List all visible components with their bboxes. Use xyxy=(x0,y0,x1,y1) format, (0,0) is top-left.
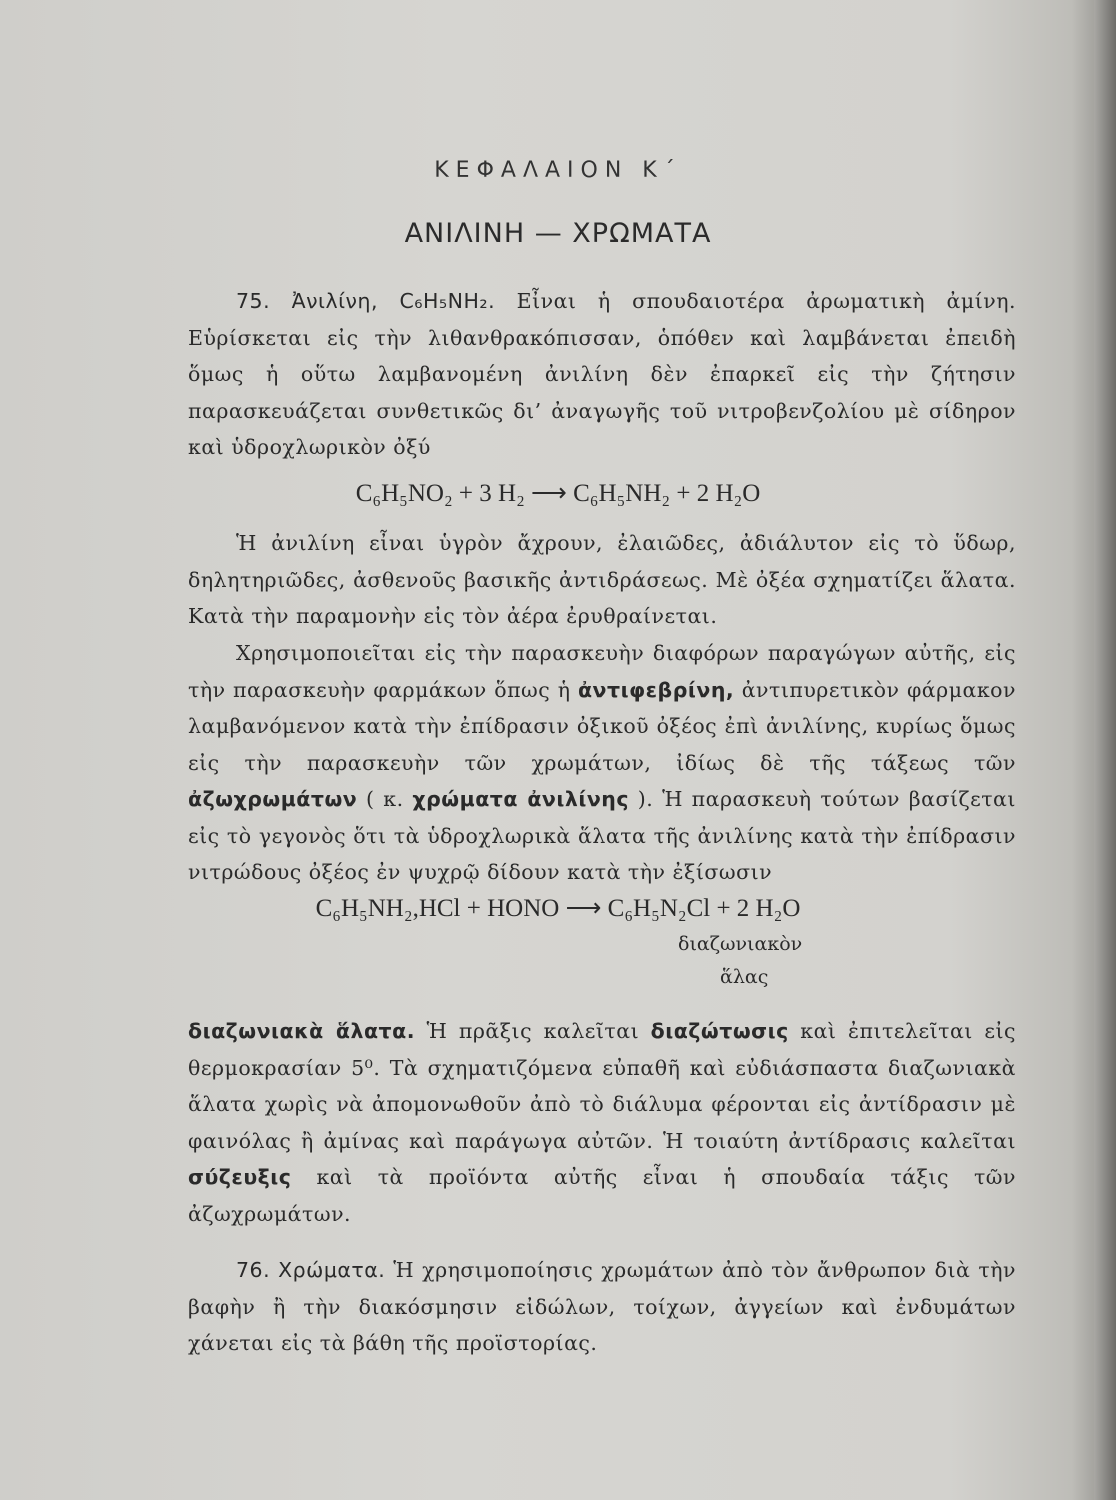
text-run: ). Ἡ παρασκευὴ τούτων βασίζεται εἰς τὸ γεγονὸς ὅτι τὰ ὑδροχλωρικὰ ἅλατα τῆς ἀνιλίνης κατὰ τὴν ἐπίδρασιν νιτρώδους ὀξέος ἐν ψυχρῷ δίδουν κατὰ τὴν ἐξίσωσιν xyxy=(188,787,1016,884)
section-number: 75. xyxy=(236,289,271,313)
section-text: Εἶναι ἡ σπουδαιοτέρα ἀρωματικὴ ἀμίνη. Εὑρίσκεται εἰς τὴν λιθανθρακόπισσαν, ὁπόθεν καὶ λαμβάνεται ἐπειδὴ ὅμως ἡ οὕτω λαμβανομένη ἀνιλίνη δὲν ἐπαρκεῖ εἰς τὴν ζήτησιν παρασκευάζεται συνθετικῶς δι’ ἀναγωγῆς τοῦ νιτροβενζολίου μὲ σίδηρον καὶ ὑδροχλωρικὸν ὀξύ xyxy=(188,289,1016,459)
text-run: Χρησιμοποιεῖται εἰς τὴν παρασκευὴν διαφόρων παραγώγων αὐτῆς, εἰς τὴν παρασκευὴν φαρμάκων ὅπως ἡ xyxy=(188,641,1016,702)
bold-term-azo-dyes: ἀζωχρωμάτων xyxy=(188,787,358,811)
equation-label-diazonium: διαζωνιακὸν xyxy=(678,933,803,955)
bold-term-coupling: σύζευξις xyxy=(188,1165,292,1189)
equation-diazotization: C₆H₅NH₂,HCl + HONO ⟶ C₆H₅N₂Cl + 2 H₂O xyxy=(315,895,801,922)
equation-reduction: C₆H₅NO₂ + 3 H₂ ⟶ C₆H₅NH₂ + 2 H₂O xyxy=(355,480,761,507)
bold-term-aniline-dyes: χρώματα ἀνιλίνης xyxy=(412,787,630,811)
section-75 xyxy=(188,283,1016,466)
text-run: καὶ ἐπιτελεῖται εἰς θερμοκρασίαν 5⁰. Τὰ σχηματιζόμενα εὐπαθῆ καὶ εὐδιάσπαστα διαζωνιακὰ ἅλατα χωρὶς νὰ ἀπομονωθοῦν ἀπὸ τὸ διάλυμα φέρονται εἰς ἀντίδρασιν μὲ φαινόλας ἢ ἀμίνας καὶ παράγωγα αὐτῶν. Ἡ τοιαύτη ἀντίδρασις καλεῖται xyxy=(188,1019,1016,1153)
text-run: καὶ τὰ προϊόντα αὐτῆς εἶναι ἡ σπουδαία τάξις τῶν ἀζωχρωμάτων. xyxy=(188,1165,1016,1226)
paragraph-properties xyxy=(188,525,1016,635)
section-heading: Ἀνιλίνη, C₆H₅NH₂. xyxy=(291,289,496,313)
text-run: ἀντιπυρετικὸν φάρμακον λαμβανόμενον κατὰ τὴν ἐπίδρασιν ὀξικοῦ ὀξέος ἐπὶ ἀνιλίνης, κυρίως ὅμως εἰς τὴν παρασκευὴν τῶν χρωμάτων, ἰδίως δὲ τῆς τάξεως τῶν xyxy=(188,677,1016,775)
chapter-title: ΑΝΙΛΙΝΗ — ΧΡΩΜΑΤΑ xyxy=(404,218,712,249)
chapter-heading: ΚΕΦΑΛΑΙΟΝ Κ΄ xyxy=(434,158,682,183)
bold-term-antifebrin: ἀντιφεβρίνη, xyxy=(577,677,735,702)
bold-term-diazotization: διαζώτωσις xyxy=(650,1019,789,1043)
section-76 xyxy=(188,1252,1016,1362)
section-number: 76. xyxy=(236,1258,271,1282)
paragraph-text: Ἡ ἀνιλίνη εἶναι ὑγρὸν ἄχρουν, ἐλαιῶδες, ἀδιάλυτον εἰς τὸ ὕδωρ, δηλητηριῶδες, ἀσθενοῦς βασικῆς ἀντιδράσεως. Μὲ ὀξέα σχηματίζει ἅλατα. Κατὰ τὴν παραμονὴν εἰς τὸν ἀέρα ἐρυθραίνεται. xyxy=(188,531,1016,628)
paragraph-diazonium xyxy=(188,1013,1016,1232)
equation-label-salt: ἅλας xyxy=(720,966,769,988)
paragraph-uses xyxy=(188,635,1016,891)
section-heading: Χρώματα. xyxy=(278,1258,386,1282)
section-text: Ἡ χρησιμοποίησις χρωμάτων ἀπὸ τὸν ἄνθρωπον διὰ τὴν βαφὴν ἢ τὴν διακόσμησιν εἰδώλων, τοίχων, ἀγγείων καὶ ἐνδυμάτων χάνεται εἰς τὰ βάθη τῆς προϊστορίας. xyxy=(188,1258,1016,1355)
bold-term-diazonium-salts: διαζωνιακὰ ἅλατα. xyxy=(188,1019,415,1043)
text-run: ( κ. xyxy=(366,787,404,811)
text-run: Ἡ πρᾶξις καλεῖται xyxy=(426,1019,640,1043)
